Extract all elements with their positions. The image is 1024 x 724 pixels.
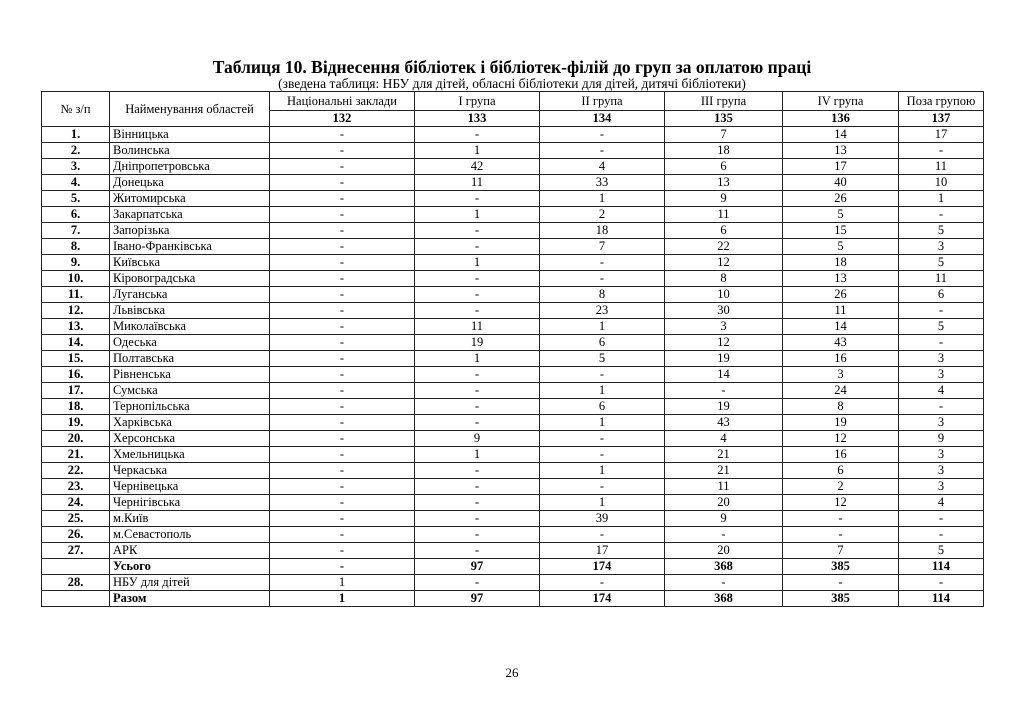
value-cell: 10 [899, 175, 984, 191]
row-number: 20. [42, 431, 110, 447]
value-cell: 18 [783, 255, 899, 271]
value-cell: 1 [270, 591, 415, 607]
value-cell: 368 [665, 591, 783, 607]
table-row [42, 511, 984, 527]
region-name: Чернігівська [110, 495, 270, 511]
value-cell: - [415, 527, 540, 543]
region-name: Хмельницька [110, 447, 270, 463]
value-cell: - [899, 575, 984, 591]
value-cell: 5 [899, 223, 984, 239]
value-cell: - [665, 575, 783, 591]
value-cell: - [540, 527, 665, 543]
value-cell: 13 [665, 175, 783, 191]
value-cell: 21 [665, 447, 783, 463]
region-name: Сумська [110, 383, 270, 399]
value-cell: 26 [783, 191, 899, 207]
table-row [42, 383, 984, 399]
value-cell: 1 [415, 255, 540, 271]
table-row [42, 271, 984, 287]
region-name: Київська [110, 255, 270, 271]
value-cell: 4 [665, 431, 783, 447]
value-cell: 1 [540, 463, 665, 479]
region-name: АРК [110, 543, 270, 559]
value-cell: 39 [540, 511, 665, 527]
region-name: Черкаська [110, 463, 270, 479]
total-row [42, 591, 984, 607]
header-group-2: ІІ група [540, 92, 665, 111]
row-number: 13. [42, 319, 110, 335]
value-cell: - [270, 223, 415, 239]
region-name: Івано-Франківська [110, 239, 270, 255]
table-row [42, 575, 984, 591]
value-cell: 19 [415, 335, 540, 351]
value-cell: 1 [415, 143, 540, 159]
value-cell: - [899, 511, 984, 527]
region-name: НБУ для дітей [110, 575, 270, 591]
region-name: м.Севастополь [110, 527, 270, 543]
value-cell: - [415, 127, 540, 143]
region-name: Житомирська [110, 191, 270, 207]
table-row [42, 175, 984, 191]
value-cell: 12 [665, 335, 783, 351]
value-cell: 9 [665, 191, 783, 207]
header-group-4: IV група [783, 92, 899, 111]
value-cell: 174 [540, 591, 665, 607]
value-cell: 1 [540, 383, 665, 399]
value-cell: 30 [665, 303, 783, 319]
row-number: 18. [42, 399, 110, 415]
value-cell: 5 [899, 319, 984, 335]
value-cell: 11 [415, 319, 540, 335]
row-number: 26. [42, 527, 110, 543]
value-cell: 14 [665, 367, 783, 383]
value-cell: 14 [783, 319, 899, 335]
value-cell: - [665, 527, 783, 543]
value-cell: 1 [415, 351, 540, 367]
value-cell: 5 [783, 239, 899, 255]
table-row [42, 159, 984, 175]
table-row [42, 447, 984, 463]
value-cell: - [899, 527, 984, 543]
value-cell: 16 [783, 351, 899, 367]
value-cell: - [415, 511, 540, 527]
row-number: 12. [42, 303, 110, 319]
value-cell: - [540, 271, 665, 287]
value-cell: - [270, 383, 415, 399]
region-name: Рівненська [110, 367, 270, 383]
region-name: Запорізька [110, 223, 270, 239]
value-cell: - [415, 495, 540, 511]
value-cell: 3 [899, 415, 984, 431]
value-cell: 385 [783, 591, 899, 607]
row-number [42, 559, 110, 575]
value-cell: - [540, 479, 665, 495]
value-cell: - [783, 527, 899, 543]
value-cell: - [415, 271, 540, 287]
value-cell: 1 [540, 495, 665, 511]
value-cell: - [540, 127, 665, 143]
region-name: Вінницька [110, 127, 270, 143]
value-cell: - [540, 431, 665, 447]
region-name: Полтавська [110, 351, 270, 367]
value-cell: 6 [899, 287, 984, 303]
value-cell: - [270, 399, 415, 415]
value-cell: - [540, 447, 665, 463]
value-cell: 7 [783, 543, 899, 559]
value-cell: 12 [783, 495, 899, 511]
page-title: Таблиця 10. Віднесення бібліотек і бібліотек-філій до груп за оплатою праці [212, 57, 812, 77]
value-cell: 19 [783, 415, 899, 431]
value-cell: 19 [665, 351, 783, 367]
value-cell: - [270, 351, 415, 367]
value-cell: - [270, 447, 415, 463]
value-cell: 12 [665, 255, 783, 271]
value-cell: - [270, 303, 415, 319]
value-cell: 43 [665, 415, 783, 431]
page-subtitle: (зведена таблиця: НБУ для дітей, обласні бібліотеки для дітей, дитячі бібліотеки) [278, 76, 746, 91]
value-cell: 1 [540, 191, 665, 207]
value-cell: 24 [783, 383, 899, 399]
region-name: Волинська [110, 143, 270, 159]
row-number: 24. [42, 495, 110, 511]
value-cell: - [270, 463, 415, 479]
value-cell: 17 [540, 543, 665, 559]
total-row [42, 559, 984, 575]
row-number: 19. [42, 415, 110, 431]
value-cell: 11 [783, 303, 899, 319]
table-row [42, 239, 984, 255]
value-cell: 6 [783, 463, 899, 479]
value-cell: 8 [783, 399, 899, 415]
table-row [42, 367, 984, 383]
value-cell: 385 [783, 559, 899, 575]
value-cell: 4 [899, 495, 984, 511]
table-row [42, 303, 984, 319]
table-row [42, 479, 984, 495]
value-cell: 3 [899, 351, 984, 367]
table-row [42, 223, 984, 239]
value-cell: - [540, 575, 665, 591]
table-row [42, 463, 984, 479]
value-cell: - [270, 527, 415, 543]
region-name: м.Київ [110, 511, 270, 527]
value-cell: 18 [665, 143, 783, 159]
region-name: Донецька [110, 175, 270, 191]
column-number: 136 [783, 111, 899, 127]
table-row [42, 351, 984, 367]
table-row [42, 415, 984, 431]
value-cell: - [270, 559, 415, 575]
table-row [42, 287, 984, 303]
row-number: 9. [42, 255, 110, 271]
value-cell: 1 [415, 207, 540, 223]
table-body [42, 127, 984, 607]
row-number: 8. [42, 239, 110, 255]
value-cell: - [415, 479, 540, 495]
value-cell: 1 [899, 191, 984, 207]
value-cell: 33 [540, 175, 665, 191]
value-cell: 13 [783, 143, 899, 159]
value-cell: - [270, 415, 415, 431]
value-cell: - [270, 143, 415, 159]
value-cell: - [415, 223, 540, 239]
value-cell: 17 [899, 127, 984, 143]
row-number: 2. [42, 143, 110, 159]
value-cell: 114 [899, 559, 984, 575]
row-number: 17. [42, 383, 110, 399]
value-cell: 2 [783, 479, 899, 495]
value-cell: - [540, 143, 665, 159]
value-cell: - [270, 191, 415, 207]
value-cell: 5 [899, 543, 984, 559]
value-cell: - [270, 319, 415, 335]
value-cell: - [665, 383, 783, 399]
value-cell: 26 [783, 287, 899, 303]
value-cell: - [415, 303, 540, 319]
table-row [42, 399, 984, 415]
row-number: 7. [42, 223, 110, 239]
value-cell: 3 [899, 447, 984, 463]
value-cell: 11 [665, 479, 783, 495]
table-row [42, 255, 984, 271]
value-cell: - [415, 239, 540, 255]
value-cell: 11 [665, 207, 783, 223]
value-cell: 3 [899, 463, 984, 479]
row-number: 11. [42, 287, 110, 303]
row-number: 28. [42, 575, 110, 591]
value-cell: - [783, 511, 899, 527]
value-cell: 16 [783, 447, 899, 463]
value-cell: - [270, 431, 415, 447]
value-cell: 6 [665, 159, 783, 175]
value-cell: 17 [783, 159, 899, 175]
value-cell: 9 [415, 431, 540, 447]
value-cell: 23 [540, 303, 665, 319]
header-num: № з/п [42, 92, 110, 127]
value-cell: 22 [665, 239, 783, 255]
table-row [42, 319, 984, 335]
row-number: 5. [42, 191, 110, 207]
region-name: Усього [110, 559, 270, 575]
value-cell: 8 [665, 271, 783, 287]
table-row [42, 143, 984, 159]
value-cell: - [540, 255, 665, 271]
value-cell: 1 [540, 319, 665, 335]
header-group-1: І група [415, 92, 540, 111]
table-row [42, 431, 984, 447]
value-cell: - [415, 543, 540, 559]
value-cell: - [415, 575, 540, 591]
table-row [42, 207, 984, 223]
row-number: 15. [42, 351, 110, 367]
value-cell: - [270, 479, 415, 495]
page-number: 26 [505, 665, 519, 680]
value-cell: 5 [899, 255, 984, 271]
value-cell: 20 [665, 495, 783, 511]
column-number: 135 [665, 111, 783, 127]
value-cell: 4 [540, 159, 665, 175]
row-number: 16. [42, 367, 110, 383]
row-number: 1. [42, 127, 110, 143]
value-cell: - [270, 127, 415, 143]
value-cell: 2 [540, 207, 665, 223]
row-number: 6. [42, 207, 110, 223]
table-row [42, 543, 984, 559]
value-cell: - [415, 367, 540, 383]
table-row [42, 127, 984, 143]
column-number: 134 [540, 111, 665, 127]
region-name: Миколаївська [110, 319, 270, 335]
table-row [42, 495, 984, 511]
region-name: Тернопільська [110, 399, 270, 415]
row-number: 25. [42, 511, 110, 527]
row-number [42, 591, 110, 607]
value-cell: - [270, 367, 415, 383]
value-cell: - [270, 175, 415, 191]
region-name: Херсонська [110, 431, 270, 447]
value-cell: 3 [665, 319, 783, 335]
value-cell: - [415, 463, 540, 479]
column-number: 133 [415, 111, 540, 127]
column-number: 132 [270, 111, 415, 127]
region-name: Кіровоградська [110, 271, 270, 287]
row-number: 21. [42, 447, 110, 463]
value-cell: 7 [540, 239, 665, 255]
value-cell: 1 [270, 575, 415, 591]
region-name: Разом [110, 591, 270, 607]
value-cell: - [540, 367, 665, 383]
value-cell: 97 [415, 559, 540, 575]
value-cell: 6 [665, 223, 783, 239]
value-cell: - [270, 255, 415, 271]
value-cell: 3 [783, 367, 899, 383]
value-cell: 174 [540, 559, 665, 575]
row-number: 22. [42, 463, 110, 479]
value-cell: - [415, 191, 540, 207]
value-cell: - [415, 287, 540, 303]
value-cell: - [270, 287, 415, 303]
value-cell: 6 [540, 335, 665, 351]
header-outside-group: Поза групою [899, 92, 984, 111]
value-cell: 7 [665, 127, 783, 143]
header-group-3: ІІІ група [665, 92, 783, 111]
value-cell: 6 [540, 399, 665, 415]
region-name: Одеська [110, 335, 270, 351]
value-cell: 40 [783, 175, 899, 191]
value-cell: 18 [540, 223, 665, 239]
value-cell: - [899, 143, 984, 159]
value-cell: - [270, 543, 415, 559]
value-cell: - [899, 303, 984, 319]
region-name: Львівська [110, 303, 270, 319]
value-cell: 114 [899, 591, 984, 607]
value-cell: - [899, 335, 984, 351]
value-cell: - [899, 207, 984, 223]
library-groups-table [41, 91, 984, 607]
value-cell: - [415, 383, 540, 399]
region-name: Дніпропетровська [110, 159, 270, 175]
value-cell: 5 [540, 351, 665, 367]
value-cell: 97 [415, 591, 540, 607]
value-cell: 1 [540, 415, 665, 431]
value-cell: - [270, 271, 415, 287]
value-cell: 9 [665, 511, 783, 527]
value-cell: 8 [540, 287, 665, 303]
value-cell: - [270, 159, 415, 175]
value-cell: 13 [783, 271, 899, 287]
value-cell: - [899, 399, 984, 415]
table-row [42, 191, 984, 207]
header-region: Найменування областей [110, 92, 270, 127]
row-number: 10. [42, 271, 110, 287]
value-cell: - [270, 495, 415, 511]
value-cell: 11 [899, 159, 984, 175]
value-cell: 43 [783, 335, 899, 351]
value-cell: 15 [783, 223, 899, 239]
value-cell: 3 [899, 479, 984, 495]
value-cell: - [783, 575, 899, 591]
value-cell: 19 [665, 399, 783, 415]
value-cell: - [270, 239, 415, 255]
value-cell: - [415, 415, 540, 431]
value-cell: 12 [783, 431, 899, 447]
value-cell: - [270, 335, 415, 351]
value-cell: 21 [665, 463, 783, 479]
value-cell: 11 [899, 271, 984, 287]
row-number: 3. [42, 159, 110, 175]
row-number: 14. [42, 335, 110, 351]
row-number: 23. [42, 479, 110, 495]
value-cell: 20 [665, 543, 783, 559]
region-name: Закарпатська [110, 207, 270, 223]
table-row [42, 335, 984, 351]
value-cell: 5 [783, 207, 899, 223]
column-number: 137 [899, 111, 984, 127]
region-name: Луганська [110, 287, 270, 303]
value-cell: 42 [415, 159, 540, 175]
value-cell: 11 [415, 175, 540, 191]
row-number: 4. [42, 175, 110, 191]
header-national: Національні заклади [270, 92, 415, 111]
value-cell: 3 [899, 367, 984, 383]
region-name: Харківська [110, 415, 270, 431]
value-cell: 10 [665, 287, 783, 303]
row-number: 27. [42, 543, 110, 559]
value-cell: 368 [665, 559, 783, 575]
value-cell: 3 [899, 239, 984, 255]
value-cell: - [270, 511, 415, 527]
value-cell: - [415, 399, 540, 415]
region-name: Чернівецька [110, 479, 270, 495]
value-cell: - [270, 207, 415, 223]
table-row [42, 527, 984, 543]
value-cell: 14 [783, 127, 899, 143]
value-cell: 1 [415, 447, 540, 463]
value-cell: 9 [899, 431, 984, 447]
value-cell: 4 [899, 383, 984, 399]
